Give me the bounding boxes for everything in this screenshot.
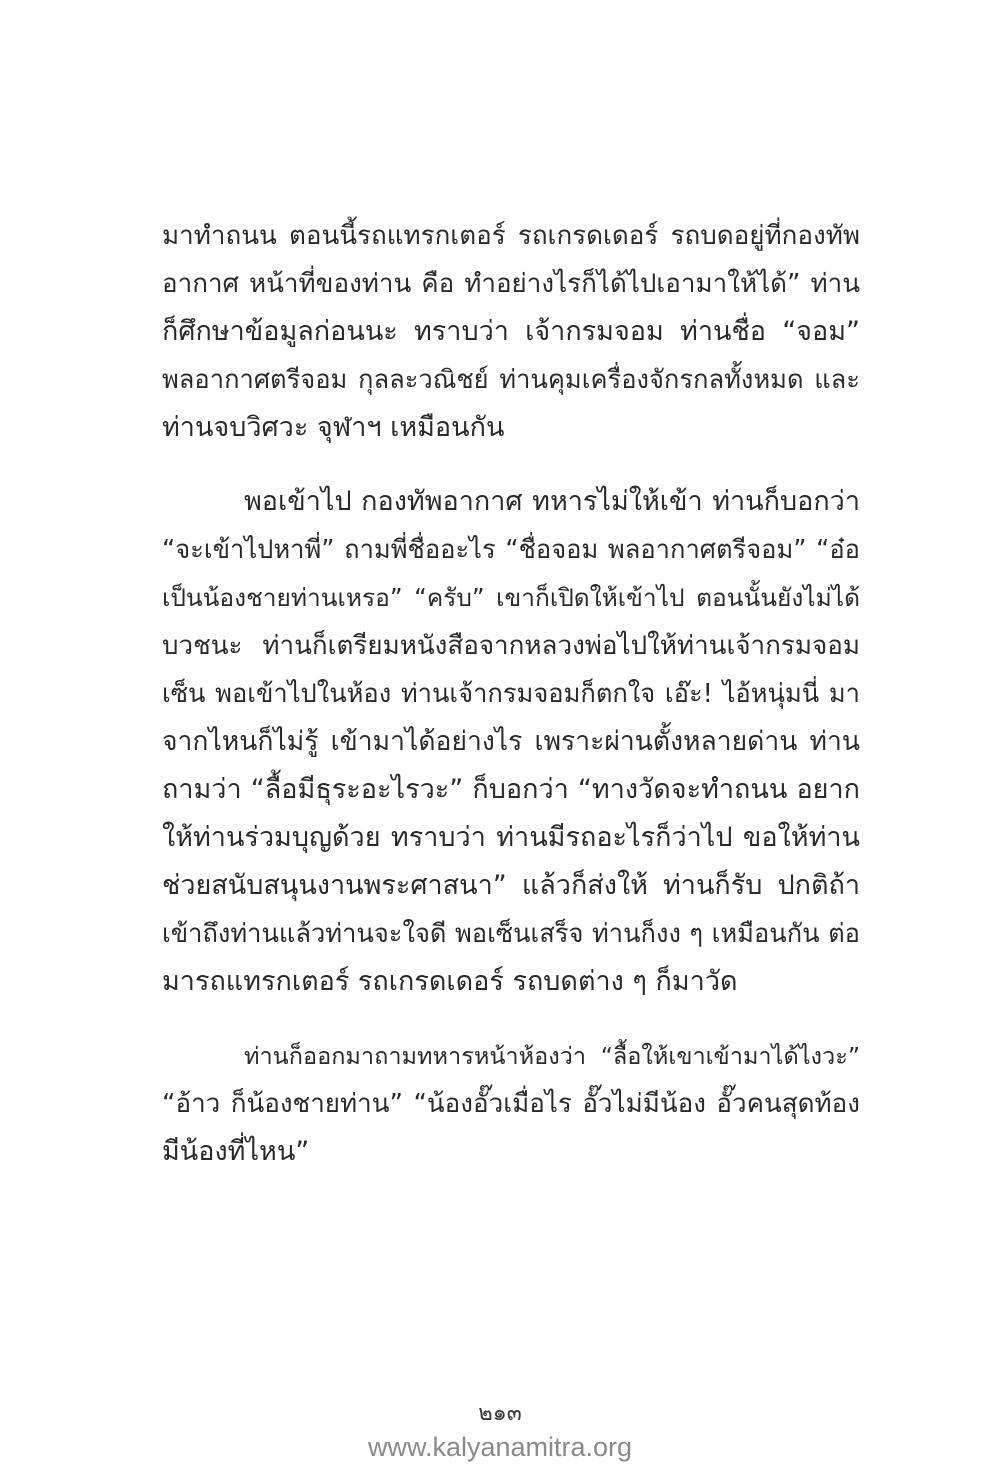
paragraph-gap	[162, 1006, 860, 1032]
text-line: เซ็น พอเข้าไปในห้อง ท่านเจ้ากรมจอมก็ตกใจ เอ๊ะ! ไอ้หนุ่มนี่ มา	[162, 679, 860, 709]
footer-url: www.kalyanamitra.org	[367, 1432, 633, 1462]
text-line: จากไหนก็ไม่รู้ เข้ามาได้อย่างไร เพราะผ่านตั้งหลายด่าน ท่าน	[162, 726, 860, 757]
text-line: พอเข้าไป กองทัพอากาศ ทหารไม่ให้เข้า ท่านก็บอกว่า	[244, 486, 860, 517]
paragraph-gap	[162, 452, 860, 478]
text-line: ท่านจบวิศวะ จุฬาฯ เหมือนกัน	[162, 412, 505, 443]
text-line: บวชนะ ท่านก็เตรียมหนังสือจากหลวงพ่อไปให้ท่านเจ้ากรมจอม	[162, 631, 860, 661]
paragraph-3	[162, 1032, 860, 1176]
paragraph-1	[162, 212, 860, 452]
text-line: “จะเข้าไปหาพี่” ถามพี่ชื่ออะไร “ชื่อจอม พลอากาศตรีจอม” “อ๋อ	[162, 535, 860, 565]
page-number: ๒๑๓	[478, 1401, 522, 1426]
text-line: พลอากาศตรีจอม กุลละวณิชย์ ท่านคุมเครื่องจักรกลทั้งหมด และ	[162, 365, 860, 395]
text-line: มารถแทรกเตอร์ รถเกรดเดอร์ รถบดต่าง ๆ ก็มาวัด	[162, 966, 738, 997]
text-line: เป็นน้องชายท่านเหรอ” “ครับ” เขาก็เปิดให้เข้าไป ตอนนั้นยังไม่ได้	[162, 583, 860, 612]
text-line: ท่านก็ออกมาถามทหารหน้าห้องว่า “ลื้อให้เขาเข้ามาได้ไงวะ”	[244, 1042, 860, 1070]
text-line: ช่วยสนับสนุนงานพระศาสนา” แล้วก็ส่งให้ ท่านก็รับ ปกติถ้า	[162, 870, 860, 901]
text-line: ให้ท่านร่วมบุญด้วย ทราบว่า ท่านมีรถอะไรก็ว่าไป ขอให้ท่าน	[162, 822, 860, 853]
text-line: ก็ศึกษาข้อมูลก่อนนะ ทราบว่า เจ้ากรมจอม ท่านชื่อ “จอม”	[162, 316, 860, 347]
text-line: “อ้าว ก็น้องชายท่าน” “น้องอั๊วเมื่อไร อั๊วไม่มีน้อง อั๊วคนสุดท้อง	[162, 1089, 860, 1119]
paragraph-2	[162, 478, 860, 1006]
text-line: มาทำถนน ตอนนี้รถแทรกเตอร์ รถเกรดเดอร์ รถบดอยู่ที่กองทัพ	[162, 221, 860, 251]
text-line: ถามว่า “ลื้อมีธุระอะไรวะ” ก็บอกว่า “ทางวัดจะทำถนน อยาก	[162, 774, 860, 805]
text-line: มีน้องที่ไหน”	[162, 1136, 310, 1167]
body-text	[162, 212, 860, 1176]
text-line: อากาศ หน้าที่ของท่าน คือ ทำอย่างไรก็ได้ไปเอามาให้ได้” ท่าน	[162, 269, 860, 299]
text-line: เข้าถึงท่านแล้วท่านจะใจดี พอเซ็นเสร็จ ท่านก็งง ๆ เหมือนกัน ต่อ	[162, 919, 860, 949]
